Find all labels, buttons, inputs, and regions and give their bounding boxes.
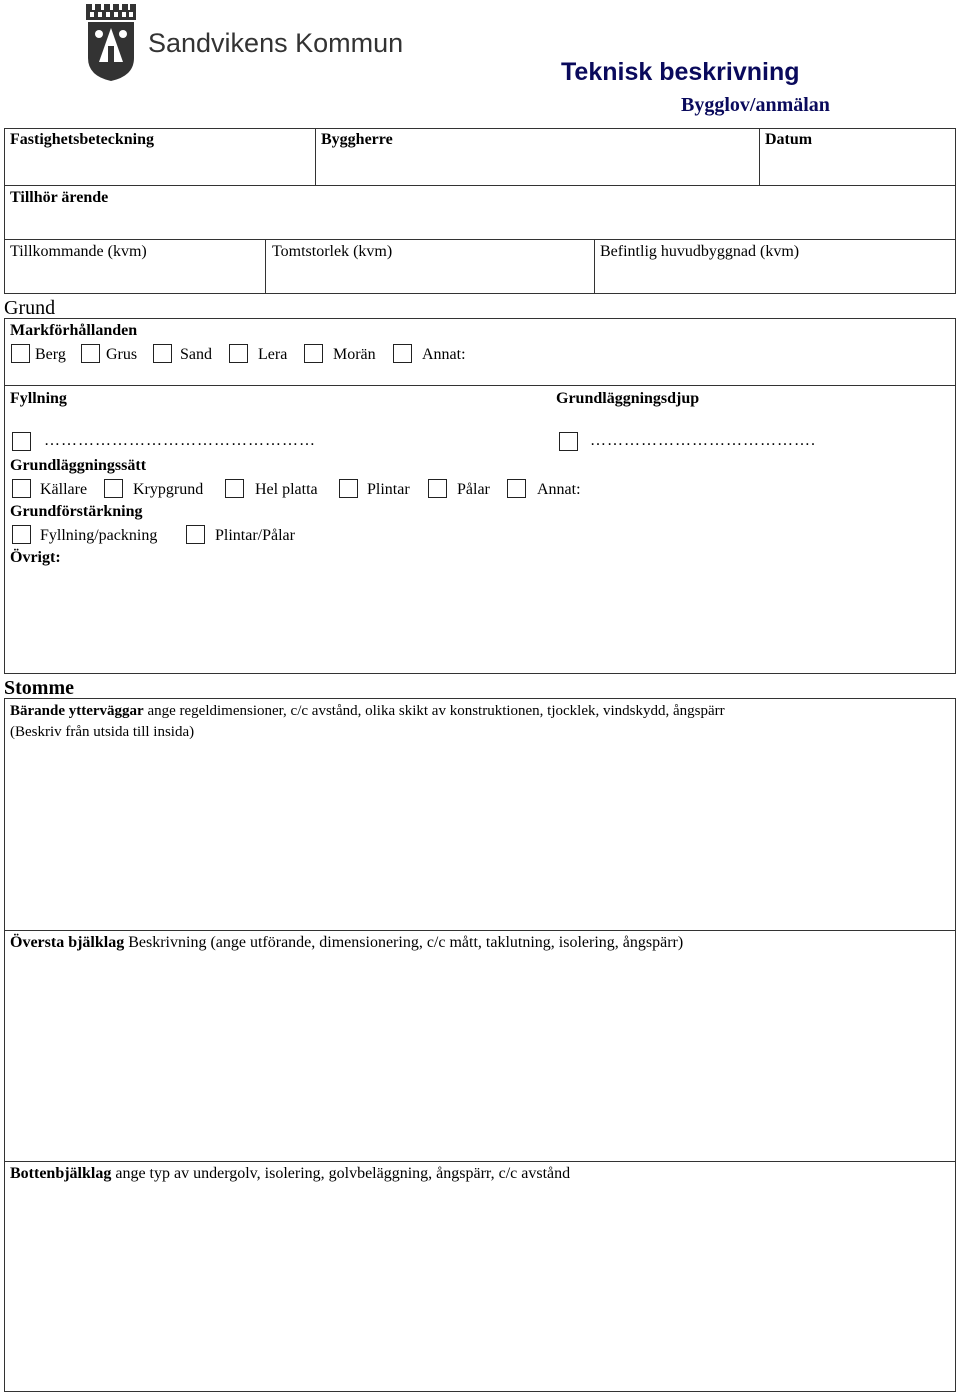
berg-label: Berg [35, 346, 66, 363]
grundlaggningssatt-label: Grundläggningssätt [10, 457, 147, 474]
municipality-logo [84, 2, 404, 86]
fyllning-packning-label: Fyllning/packning [40, 527, 158, 544]
grundforstarkning-label: Grundförstärkning [10, 503, 143, 520]
botten-bold: Bottenbjälklag [10, 1165, 112, 1182]
tillkommande-field[interactable]: Tillkommande (kvm) [10, 243, 147, 260]
barande-bold: Bärande ytterväggar [10, 703, 144, 719]
barande-rest: ange regeldimensioner, c/c avstånd, olika skikt av konstruktionen, tjocklek, vindskydd, ångspärr [143, 703, 725, 719]
byggherre-field[interactable]: Byggherre [321, 131, 393, 148]
datum-field[interactable]: Datum [765, 131, 813, 148]
page-title: Teknisk beskrivning [561, 58, 800, 86]
sand-checkbox[interactable] [153, 344, 172, 363]
berg-checkbox[interactable] [11, 344, 30, 363]
krypgrund-checkbox[interactable] [104, 479, 123, 498]
ovrigt-text-area[interactable] [10, 570, 950, 670]
fastighetsbeteckning-field[interactable]: Fastighetsbeteckning [10, 131, 154, 148]
lera-checkbox[interactable] [229, 344, 248, 363]
oversta-bjalklag-text-area[interactable] [10, 956, 950, 1156]
botten-rest: ange typ av undergolv, isolering, golvbeläggning, ångspärr, c/c avstånd [111, 1165, 571, 1182]
annat-mark-checkbox[interactable] [393, 344, 412, 363]
info-table [4, 128, 956, 294]
lera-label: Lera [258, 346, 288, 363]
grus-checkbox[interactable] [81, 344, 100, 363]
fyllning-packning-checkbox[interactable] [12, 525, 31, 544]
kallare-label: Källare [40, 481, 88, 498]
barande-ytterväggar-label [10, 702, 725, 720]
grundlaggningsdjup-checkbox[interactable] [559, 432, 578, 451]
grus-label: Grus [106, 346, 138, 363]
plintar-palar-label: Plintar/Pålar [215, 527, 295, 544]
annat-mark-label: Annat: [422, 346, 466, 363]
annat-satt-label: Annat: [537, 481, 581, 498]
sand-label: Sand [180, 346, 212, 363]
page-subtitle: Bygglov/anmälan [681, 94, 830, 116]
fyllning-dotted-line[interactable]: ………………………………………… [44, 432, 316, 449]
barande-text-area[interactable] [10, 745, 950, 925]
moran-label: Morän [333, 346, 376, 363]
stomme-heading: Stomme [4, 677, 74, 699]
fyllning-checkbox[interactable] [12, 432, 31, 451]
bottenbjalklag-label [10, 1165, 570, 1183]
oversta-bjalklag-label [10, 934, 683, 952]
overst-bold: Översta bjälklag [10, 934, 125, 951]
plintar-palar-checkbox[interactable] [186, 525, 205, 544]
moran-checkbox[interactable] [304, 344, 323, 363]
plintar-checkbox[interactable] [339, 479, 358, 498]
overst-rest: Beskrivning (ange utförande, dimensionering, c/c mått, taklutning, isolering, ångspärr) [124, 934, 684, 951]
grund-heading: Grund [4, 297, 56, 319]
annat-satt-checkbox[interactable] [507, 479, 526, 498]
tillhor-arende-field[interactable]: Tillhör ärende [10, 189, 109, 206]
kallare-checkbox[interactable] [12, 479, 31, 498]
logo-wordmark: Sandvikens Kommun [148, 28, 404, 58]
befintlig-huvudbyggnad-field[interactable]: Befintlig huvudbyggnad (kvm) [600, 243, 800, 260]
hel-platta-checkbox[interactable] [225, 479, 244, 498]
coat-of-arms-icon [84, 2, 138, 82]
grundlaggningsdjup-label: Grundläggningsdjup [556, 390, 700, 407]
palar-label: Pålar [457, 481, 490, 498]
plintar-label: Plintar [367, 481, 410, 498]
barande-line2: (Beskriv från utsida till insida) [10, 724, 195, 740]
fyllning-label: Fyllning [10, 390, 67, 407]
krypgrund-label: Krypgrund [133, 481, 204, 498]
ovrigt-label: Övrigt: [10, 549, 61, 566]
tomtstorlek-field[interactable]: Tomtstorlek (kvm) [272, 243, 393, 260]
palar-checkbox[interactable] [428, 479, 447, 498]
markforhallanden-label: Markförhållanden [10, 322, 138, 339]
bottenbjalklag-text-area[interactable] [10, 1187, 950, 1387]
grundlaggningsdjup-dotted-line[interactable]: …………………………………. [590, 432, 816, 449]
hel-platta-label: Hel platta [255, 481, 318, 498]
